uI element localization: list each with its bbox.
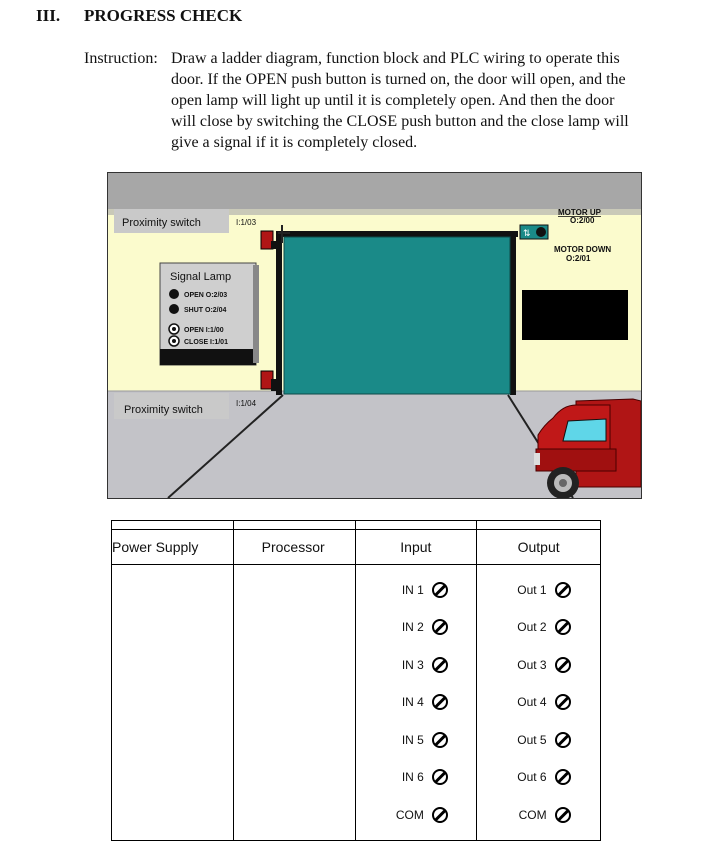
output-terminal-label: Out 1 [517, 582, 547, 597]
output-terminals [477, 565, 601, 841]
input-terminal [356, 609, 477, 647]
instruction-line: door. If the OPEN push button is turned on, the door will open, and the [171, 71, 626, 88]
motor-arrows-icon: ⇅ [523, 229, 531, 239]
section-number: III. [36, 6, 61, 25]
door-rail [278, 231, 518, 237]
instruction-line: Draw a ladder diagram, function block and PLC wiring to operate this [171, 50, 620, 67]
screw-terminal-icon[interactable] [432, 694, 448, 710]
proximity-top-address: I:1/03 [236, 218, 257, 227]
close-button-dot [172, 339, 176, 343]
open-button-label: OPEN I:1/00 [184, 327, 224, 334]
input-terminal-label: IN 5 [401, 732, 424, 747]
shut-lamp-label: SHUT O:2/04 [184, 307, 227, 314]
open-lamp-icon [169, 289, 179, 299]
motor-down-address: O:2/01 [566, 254, 591, 263]
input-terminal-label: IN 2 [401, 620, 424, 635]
output-terminal [477, 796, 600, 834]
output-terminal [477, 721, 600, 759]
output-terminal-label: Out 2 [517, 620, 547, 635]
input-terminal-label: IN 6 [401, 770, 424, 785]
output-terminal-label: Out 3 [517, 657, 547, 672]
screw-terminal-icon[interactable] [432, 619, 448, 635]
output-terminal [477, 684, 600, 722]
screw-terminal-icon[interactable] [432, 807, 448, 823]
garage-scene-svg [108, 173, 641, 498]
ceiling [108, 173, 641, 213]
signal-lamp-panel-base [160, 349, 256, 365]
screw-terminal-icon[interactable] [555, 732, 571, 748]
output-terminal [477, 759, 600, 797]
table-top-strip [112, 521, 601, 530]
screw-terminal-icon[interactable] [555, 619, 571, 635]
input-terminal [356, 646, 477, 684]
input-terminals [355, 565, 477, 841]
screw-terminal-icon[interactable] [555, 807, 571, 823]
screw-terminal-icon[interactable] [555, 769, 571, 785]
output-terminal-label: Out 4 [517, 695, 547, 710]
table-cell [112, 521, 234, 530]
proximity-sensor-bottom-base [271, 379, 277, 391]
input-terminal-label: COM [395, 807, 424, 822]
screw-terminal-icon[interactable] [555, 694, 571, 710]
input-terminal [356, 571, 477, 609]
shut-lamp-icon [169, 304, 179, 314]
table-body-row [112, 565, 601, 841]
instruction-text [171, 48, 687, 153]
table-header-row [112, 530, 601, 565]
plc-wiring-table [111, 520, 601, 841]
output-terminal-label: Out 5 [517, 732, 547, 747]
instruction-line: open lamp will light up until it is completely open. And then the door [171, 92, 615, 109]
input-terminal [356, 796, 477, 834]
open-button-dot [172, 327, 176, 331]
open-lamp-label: OPEN O:2/03 [184, 292, 228, 299]
screw-terminal-icon[interactable] [555, 582, 571, 598]
input-terminal [356, 684, 477, 722]
input-terminal-label: IN 3 [401, 657, 424, 672]
instruction-line: give a signal if it is completely closed. [171, 134, 418, 151]
input-terminal-label: IN 1 [401, 582, 424, 597]
output-terminal-label: Out 6 [517, 770, 547, 785]
signal-lamp-panel-side [253, 265, 259, 363]
proximity-bottom-label: Proximity switch [124, 404, 203, 416]
output-terminal [477, 571, 600, 609]
signal-lamp-title: Signal Lamp [170, 271, 232, 283]
motor-indicator-lamp [536, 227, 546, 237]
table-cell [233, 521, 355, 530]
table-cell [477, 521, 601, 530]
header-power-supply: Power Supply [112, 530, 234, 565]
table-cell [355, 521, 477, 530]
input-terminal [356, 759, 477, 797]
output-terminal [477, 609, 600, 647]
wall-panel [522, 290, 628, 340]
header-processor: Processor [233, 530, 355, 565]
instruction-label: Instruction: [84, 50, 158, 67]
motor-up-label: MOTOR UP [558, 208, 601, 217]
proximity-bottom-address: I:1/04 [236, 399, 257, 408]
garage-door-diagram [107, 172, 642, 499]
input-terminal-label: IN 4 [401, 695, 424, 710]
header-output: Output [477, 530, 601, 565]
motor-up-address: O:2/00 [570, 216, 595, 225]
screw-terminal-icon[interactable] [432, 769, 448, 785]
output-terminal-label: COM [518, 807, 547, 822]
screw-terminal-icon[interactable] [555, 657, 571, 673]
output-terminal [477, 646, 600, 684]
close-button-label: CLOSE I:1/01 [184, 339, 228, 346]
screw-terminal-icon[interactable] [432, 732, 448, 748]
screw-terminal-icon[interactable] [432, 582, 448, 598]
screw-terminal-icon[interactable] [432, 657, 448, 673]
proximity-sensor-top-base [271, 241, 277, 249]
door-post-left [276, 231, 282, 395]
door-post-right [510, 231, 516, 395]
input-terminal [356, 721, 477, 759]
garage-door [284, 237, 510, 394]
power-supply-cell [112, 565, 234, 841]
motor-down-label: MOTOR DOWN [554, 245, 612, 254]
instruction-line: will close by switching the CLOSE push button and the close lamp will [171, 113, 629, 130]
proximity-top-label: Proximity switch [122, 217, 201, 229]
section-title: PROGRESS CHECK [84, 6, 243, 25]
processor-cell [233, 565, 355, 841]
header-input: Input [355, 530, 477, 565]
